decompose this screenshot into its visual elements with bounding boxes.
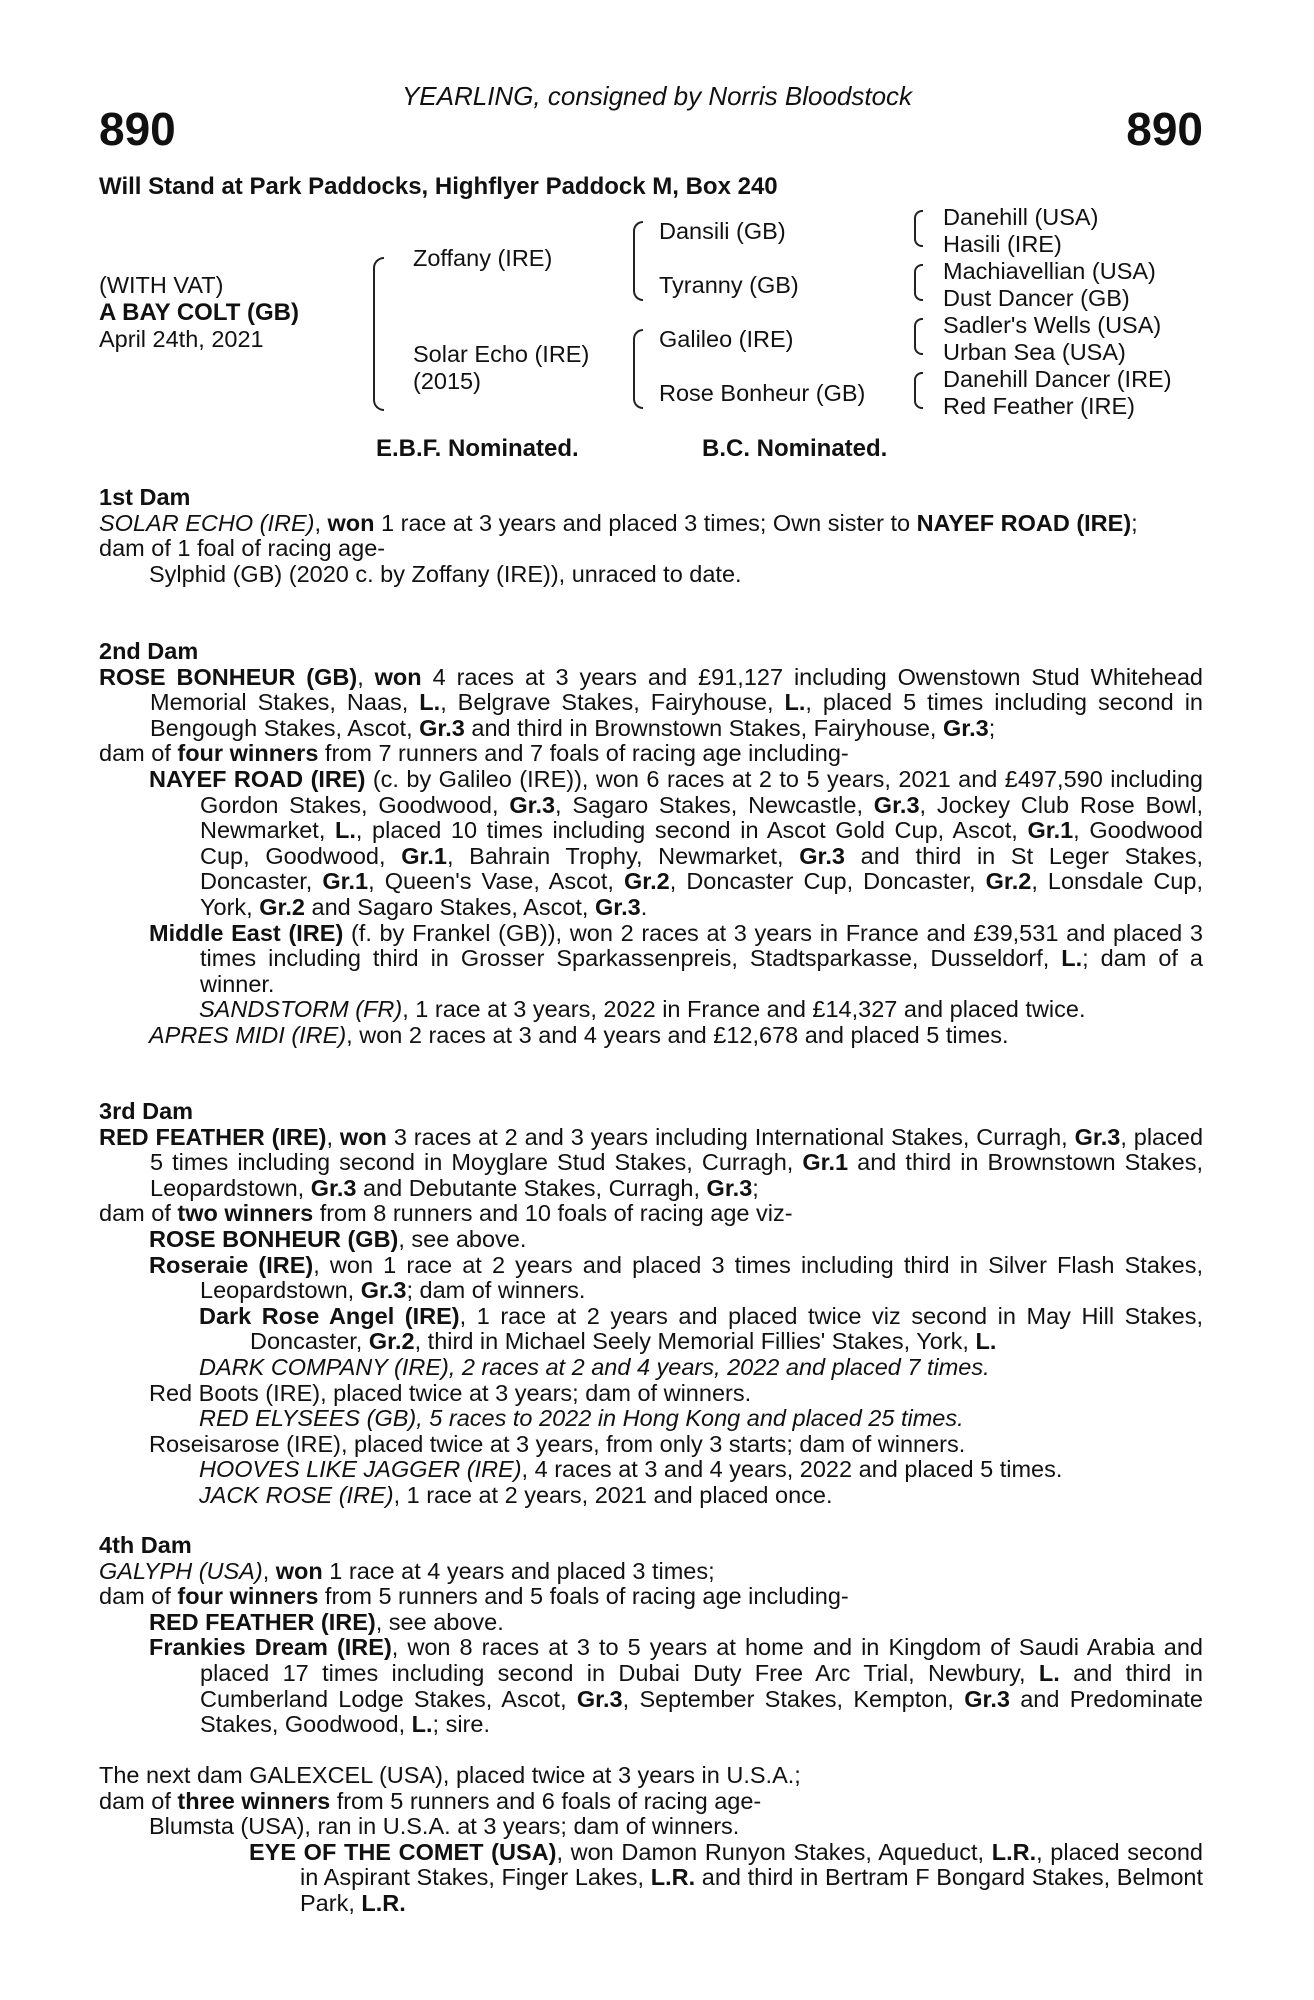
text-part: ; (988, 714, 996, 741)
text-part: (f. by Frankel (GB)), won 2 races at 3 years in France and £39,531 and placed 3 times including third in Grosser Sparkassenpreis, Stadtsparkasse, Dusseldorf, (200, 919, 1203, 972)
progeny-name: Roseraie (IRE) (149, 1251, 314, 1278)
gen3-2: Hasili (IRE) (943, 231, 1062, 257)
grade-label: L. (975, 1328, 997, 1355)
text-part: , see above. (375, 1608, 504, 1635)
first-dam-name: SOLAR ECHO (IRE) (99, 509, 315, 536)
progeny-rose-bonheur (99, 1227, 1203, 1253)
text-part: dam of (99, 1583, 178, 1610)
text-part: and third in Cumberland Lodge Stakes, Ascot, (200, 1659, 1203, 1712)
next-dam-produce (99, 1789, 1203, 1815)
first-dam-produce: dam of 1 foal of racing age- (99, 535, 386, 562)
gen3-5: Sadler's Wells (USA) (943, 312, 1162, 338)
text-part: , 1 race at 2 years, 2021 and placed once. (393, 1481, 833, 1508)
winners-count: four winners (177, 1583, 319, 1610)
grade-label: L.R. (991, 1838, 1037, 1865)
progeny-eye-of-the-comet (99, 1840, 1203, 1917)
progeny-middle-east (99, 921, 1203, 998)
progeny-jack-rose (99, 1483, 1203, 1509)
first-dam-heading: 1st Dam (99, 484, 191, 510)
brace-sire-line (633, 221, 643, 301)
won-label: won (374, 663, 422, 690)
foaling-date: April 24th, 2021 (99, 326, 264, 352)
brace-dam-line (633, 329, 643, 409)
second-dam-summary: ROSE BONHEUR (GB), won 4 races at 3 years and £91,127 including Owenstown Stud Whitehead Memorial Stakes, Naas, L., Belgrave Stakes, Fairyhouse, L., placed 5 times including second in Bengough Stakes, Ascot, Gr.3 and third in Brownstown Stakes, Fairyhouse, Gr.3; (99, 663, 1203, 741)
grade-label: L. (784, 689, 806, 716)
brace-tyranny (914, 264, 923, 301)
first-dam-section (99, 485, 1203, 587)
progeny-name: ROSE BONHEUR (GB) (149, 1225, 399, 1252)
progeny-name: HOOVES LIKE JAGGER (IRE) (199, 1456, 522, 1483)
text-part: dam of (99, 740, 178, 767)
first-dam-summary: SOLAR ECHO (IRE), won 1 race at 3 years and placed 3 times; Own sister to NAYEF ROAD (IRE); (99, 509, 1138, 536)
first-dam-tail: ; (1131, 509, 1138, 536)
grade-label: Gr.3 (509, 791, 556, 818)
grade-label: Gr.3 (419, 714, 465, 741)
grade-label: L. (411, 1711, 433, 1738)
dam-sire: Galileo (IRE) (659, 326, 794, 352)
text-part: , placed 5 times including second in Moyglare Stud Stakes, Curragh, (150, 1123, 1204, 1176)
fourth-dam-produce (99, 1584, 1203, 1610)
text-part: ; (752, 1174, 759, 1201)
dam-name: Solar Echo (IRE) (413, 341, 590, 367)
text-part: , Queen's Vase, Ascot, (368, 868, 625, 895)
grade-label: Gr.3 (310, 1174, 357, 1201)
text-part: , won Damon Runyon Stakes, Aqueduct, (556, 1838, 992, 1865)
progeny-name: RED ELYSEES (GB) (199, 1405, 417, 1432)
won-label: won (339, 1123, 387, 1150)
grade-label: Gr.3 (964, 1685, 1010, 1712)
fourth-dam-name: GALYPH (USA) (99, 1557, 263, 1584)
grade-label: Gr.3 (942, 714, 989, 741)
text-part: , Lonsdale Cup, York, (200, 868, 1203, 920)
text-part: 1 race at 4 years and placed 3 times; (322, 1557, 715, 1584)
sister-name: NAYEF ROAD (IRE) (916, 509, 1132, 536)
text-part: and third in St Leger Stakes, Doncaster, (200, 842, 1203, 895)
text-part: , won 8 races at 3 to 5 years at home and in Kingdom of Saudi Arabia and placed 17 times including second in Dubai Duty Free Arc Trial, Newbury, (200, 1634, 1203, 1686)
progeny-apres-midi (99, 1023, 1203, 1049)
winners-count: two winners (177, 1200, 314, 1227)
grade-label: Gr.3 (360, 1277, 407, 1304)
gen3-4: Dust Dancer (GB) (943, 285, 1130, 311)
second-dam-name: ROSE BONHEUR (GB) (99, 663, 358, 690)
progeny-blumsta: Blumsta (USA), ran in U.S.A. at 3 years; dam of winners. (149, 1813, 740, 1840)
text-part: dam of (99, 1787, 178, 1814)
text-part: , Doncaster Cup, Doncaster, (669, 868, 986, 895)
grade-label: L. (419, 689, 441, 716)
sire-dam: Tyranny (GB) (659, 272, 799, 298)
next-dam-summary: The next dam GALEXCEL (USA), placed twice at 3 years in U.S.A.; (99, 1762, 801, 1788)
progeny-name: JACK ROSE (IRE) (199, 1481, 394, 1508)
text-part: and third in Brownstown Stakes, Leopardstown, (150, 1149, 1203, 1201)
text-part: , 4 races at 3 and 4 years, 2022 and placed 5 times. (521, 1456, 1063, 1483)
text-part: from 8 runners and 10 foals of racing age viz- (313, 1200, 793, 1227)
progeny-frankies-dream (99, 1635, 1203, 1737)
text-part: , 2 races at 2 and 4 years, 2022 and placed 7 times. (448, 1353, 990, 1380)
third-dam-section (99, 1099, 1203, 1509)
grade-label: Gr.1 (1027, 817, 1074, 844)
third-dam-name: RED FEATHER (IRE) (99, 1123, 327, 1150)
text-part: , 5 races to 2022 in Hong Kong and placed 25 times. (416, 1405, 964, 1432)
text-part: , 1 race at 3 years, 2022 in France and £14,327 and placed twice. (402, 996, 1086, 1023)
gen3-3: Machiavellian (USA) (943, 258, 1156, 284)
progeny-dark-company (99, 1355, 1203, 1381)
text-part: . (640, 893, 648, 920)
text-part: , Jockey Club Rose Bowl, Newmarket, (200, 791, 1203, 844)
next-dam-section (99, 1763, 1203, 1917)
second-dam-section (99, 639, 1203, 1049)
horse-name: A BAY COLT (GB) (99, 299, 300, 326)
gen3-8: Red Feather (IRE) (943, 393, 1135, 419)
text-part: , September Stakes, Kempton, (622, 1685, 965, 1712)
text-part: ; dam of winners. (406, 1277, 586, 1304)
progeny-nayef-road (99, 767, 1203, 921)
progeny-sandstorm (99, 997, 1203, 1023)
grade-label: L.R. (650, 1864, 696, 1891)
first-dam-progeny: Sylphid (GB) (2020 c. by Zoffany (IRE)), unraced to date. (149, 560, 742, 587)
text-part: ; sire. (432, 1711, 490, 1738)
grade-label: Gr.3 (706, 1174, 753, 1201)
progeny-name: Dark Rose Angel (IRE) (199, 1302, 460, 1329)
grade-label: L. (335, 817, 356, 844)
text-part: and third in Bertram F Bongard Stakes, Belmont Park, (300, 1864, 1203, 1916)
grade-label: Gr.3 (799, 842, 845, 869)
text-part: , Belgrave Stakes, Fairyhouse, (440, 689, 785, 716)
text-part: from 5 runners and 6 foals of racing age- (330, 1787, 762, 1814)
grade-label: Gr.2 (624, 868, 670, 895)
text-part: , placed second in Aspirant Stakes, Finger Lakes, (300, 1838, 1203, 1891)
gen3-6: Urban Sea (USA) (943, 339, 1126, 365)
progeny-roseraie (99, 1253, 1203, 1304)
fourth-dam-summary: GALYPH (USA), won 1 race at 4 years and placed 3 times; (99, 1557, 715, 1584)
progeny-roseisarose: Roseisarose (IRE), placed twice at 3 years, from only 3 starts; dam of winners. (149, 1430, 966, 1457)
grade-label: L. (1038, 1659, 1060, 1686)
gen3-7: Danehill Dancer (IRE) (943, 366, 1172, 392)
sire-sire: Dansili (GB) (659, 218, 786, 244)
grade-label: Gr.2 (259, 893, 305, 920)
progeny-hooves-like-jagger (99, 1457, 1203, 1483)
progeny-red-boots: Red Boots (IRE), placed twice at 3 years; dam of winners. (149, 1379, 752, 1406)
bc-nomination: B.C. Nominated. (702, 435, 888, 462)
progeny-name: DARK COMPANY (IRE) (199, 1353, 449, 1380)
text-part: and Debutante Stakes, Curragh, (356, 1174, 707, 1201)
text-part: , placed 10 times including second in Ascot Gold Cup, Ascot, (355, 817, 1028, 844)
stand-location: Will Stand at Park Paddocks, Highflyer Paddock M, Box 240 (99, 173, 778, 200)
text-part: and Predominate Stakes, Goodwood, (200, 1685, 1203, 1738)
grade-label: Gr.3 (576, 1685, 623, 1712)
grade-label: L.R. (361, 1889, 406, 1916)
text-part: ; dam of a winner. (200, 945, 1203, 997)
progeny-dark-rose-angel (99, 1304, 1203, 1355)
winners-count: four winners (177, 740, 319, 767)
second-dam-produce (99, 741, 1203, 767)
lot-number-right: 890 (1126, 103, 1203, 155)
brace-generation-1 (373, 257, 384, 411)
progeny-name: Middle East (IRE) (149, 919, 344, 946)
text-part: dam of (99, 1200, 178, 1227)
progeny-name: RED FEATHER (IRE) (149, 1608, 376, 1635)
grade-label: Gr.2 (368, 1328, 415, 1355)
text-part: 4 races at 3 years and £91,127 including Owenstown Stud Whitehead Memorial Stakes, Naas, (150, 663, 1203, 716)
ebf-nomination: E.B.F. Nominated. (376, 435, 579, 462)
grade-label: Gr.1 (802, 1149, 849, 1176)
progeny-name: APRES MIDI (IRE) (149, 1021, 347, 1048)
sire-name: Zoffany (IRE) (413, 245, 553, 271)
brace-galileo (914, 318, 923, 355)
third-dam-produce (99, 1201, 1203, 1227)
third-dam-heading: 3rd Dam (99, 1098, 194, 1124)
text-part: , Goodwood Cup, Goodwood, (200, 817, 1203, 869)
text-part: , won 1 race at 2 years and placed 3 times including third in Silver Flash Stakes, Leopardstown, (200, 1251, 1203, 1304)
text-part: , 1 race at 2 years and placed twice viz second in May Hill Stakes, Doncaster, (250, 1302, 1204, 1355)
second-dam-heading: 2nd Dam (99, 638, 199, 664)
gen3-1: Danehill (USA) (943, 204, 1099, 230)
progeny-name: SANDSTORM (FR) (199, 996, 403, 1023)
winners-count: three winners (177, 1787, 331, 1814)
grade-label: L. (1061, 945, 1083, 972)
text-part: , placed 5 times including second in Bengough Stakes, Ascot, (150, 689, 1203, 741)
grade-label: Gr.3 (873, 791, 920, 818)
won-label: won (275, 1557, 323, 1584)
grade-label: Gr.1 (322, 868, 369, 895)
text-part: , see above. (398, 1225, 527, 1252)
text-part: , Sagaro Stakes, Newcastle, (555, 791, 874, 818)
progeny-red-feather (99, 1610, 1203, 1636)
consignment-line: YEARLING, consigned by Norris Bloodstock (401, 81, 913, 111)
text-part: and Sagaro Stakes, Ascot, (304, 893, 595, 920)
text-part: , Bahrain Trophy, Newmarket, (446, 842, 800, 869)
text-part: 3 races at 2 and 3 years including International Stakes, Curragh, (386, 1123, 1075, 1150)
won-label: won (327, 509, 375, 536)
dam-year: (2015) (413, 368, 481, 394)
text-part: (c. by Galileo (IRE)), won 6 races at 2 to 5 years, 2021 and £497,590 including Gordon Stakes, Goodwood, (200, 765, 1203, 818)
vat-label: (WITH VAT) (99, 272, 224, 298)
text-part: from 5 runners and 5 foals of racing age including- (318, 1583, 849, 1610)
progeny-red-elysees (99, 1406, 1203, 1432)
brace-rose-bonheur (914, 372, 923, 409)
first-dam-text: 1 race at 3 years and placed 3 times; Own sister to (374, 509, 917, 536)
progeny-name: NAYEF ROAD (IRE) (149, 765, 366, 792)
lot-number-left: 890 (99, 103, 176, 155)
progeny-name: Frankies Dream (IRE) (149, 1634, 392, 1661)
fourth-dam-heading: 4th Dam (99, 1532, 192, 1558)
grade-label: Gr.2 (985, 868, 1032, 895)
grade-label: Gr.3 (594, 893, 641, 920)
brace-dansili (914, 210, 923, 247)
text-part: and third in Brownstown Stakes, Fairyhouse, (464, 714, 943, 741)
fourth-dam-section (99, 1533, 1203, 1738)
text-part: , won 2 races at 3 and 4 years and £12,678 and placed 5 times. (346, 1021, 1009, 1048)
grade-label: Gr.1 (401, 842, 447, 869)
grade-label: Gr.3 (1074, 1123, 1121, 1150)
dam-dam: Rose Bonheur (GB) (659, 380, 866, 406)
third-dam-summary: RED FEATHER (IRE), won 3 races at 2 and 3 years including International Stakes, Curragh, Gr.3, placed 5 times including second in Moyglare Stud Stakes, Curragh, Gr.1 and third in Brownstown Stakes, Leopardstown, Gr.3 and Debutante Stakes, Curragh, Gr.3; (99, 1123, 1204, 1201)
text-part: , third in Michael Seely Memorial Fillies' Stakes, York, (414, 1328, 976, 1355)
progeny-name: EYE OF THE COMET (USA) (249, 1838, 557, 1865)
text-part: from 7 runners and 7 foals of racing age including- (318, 740, 849, 767)
